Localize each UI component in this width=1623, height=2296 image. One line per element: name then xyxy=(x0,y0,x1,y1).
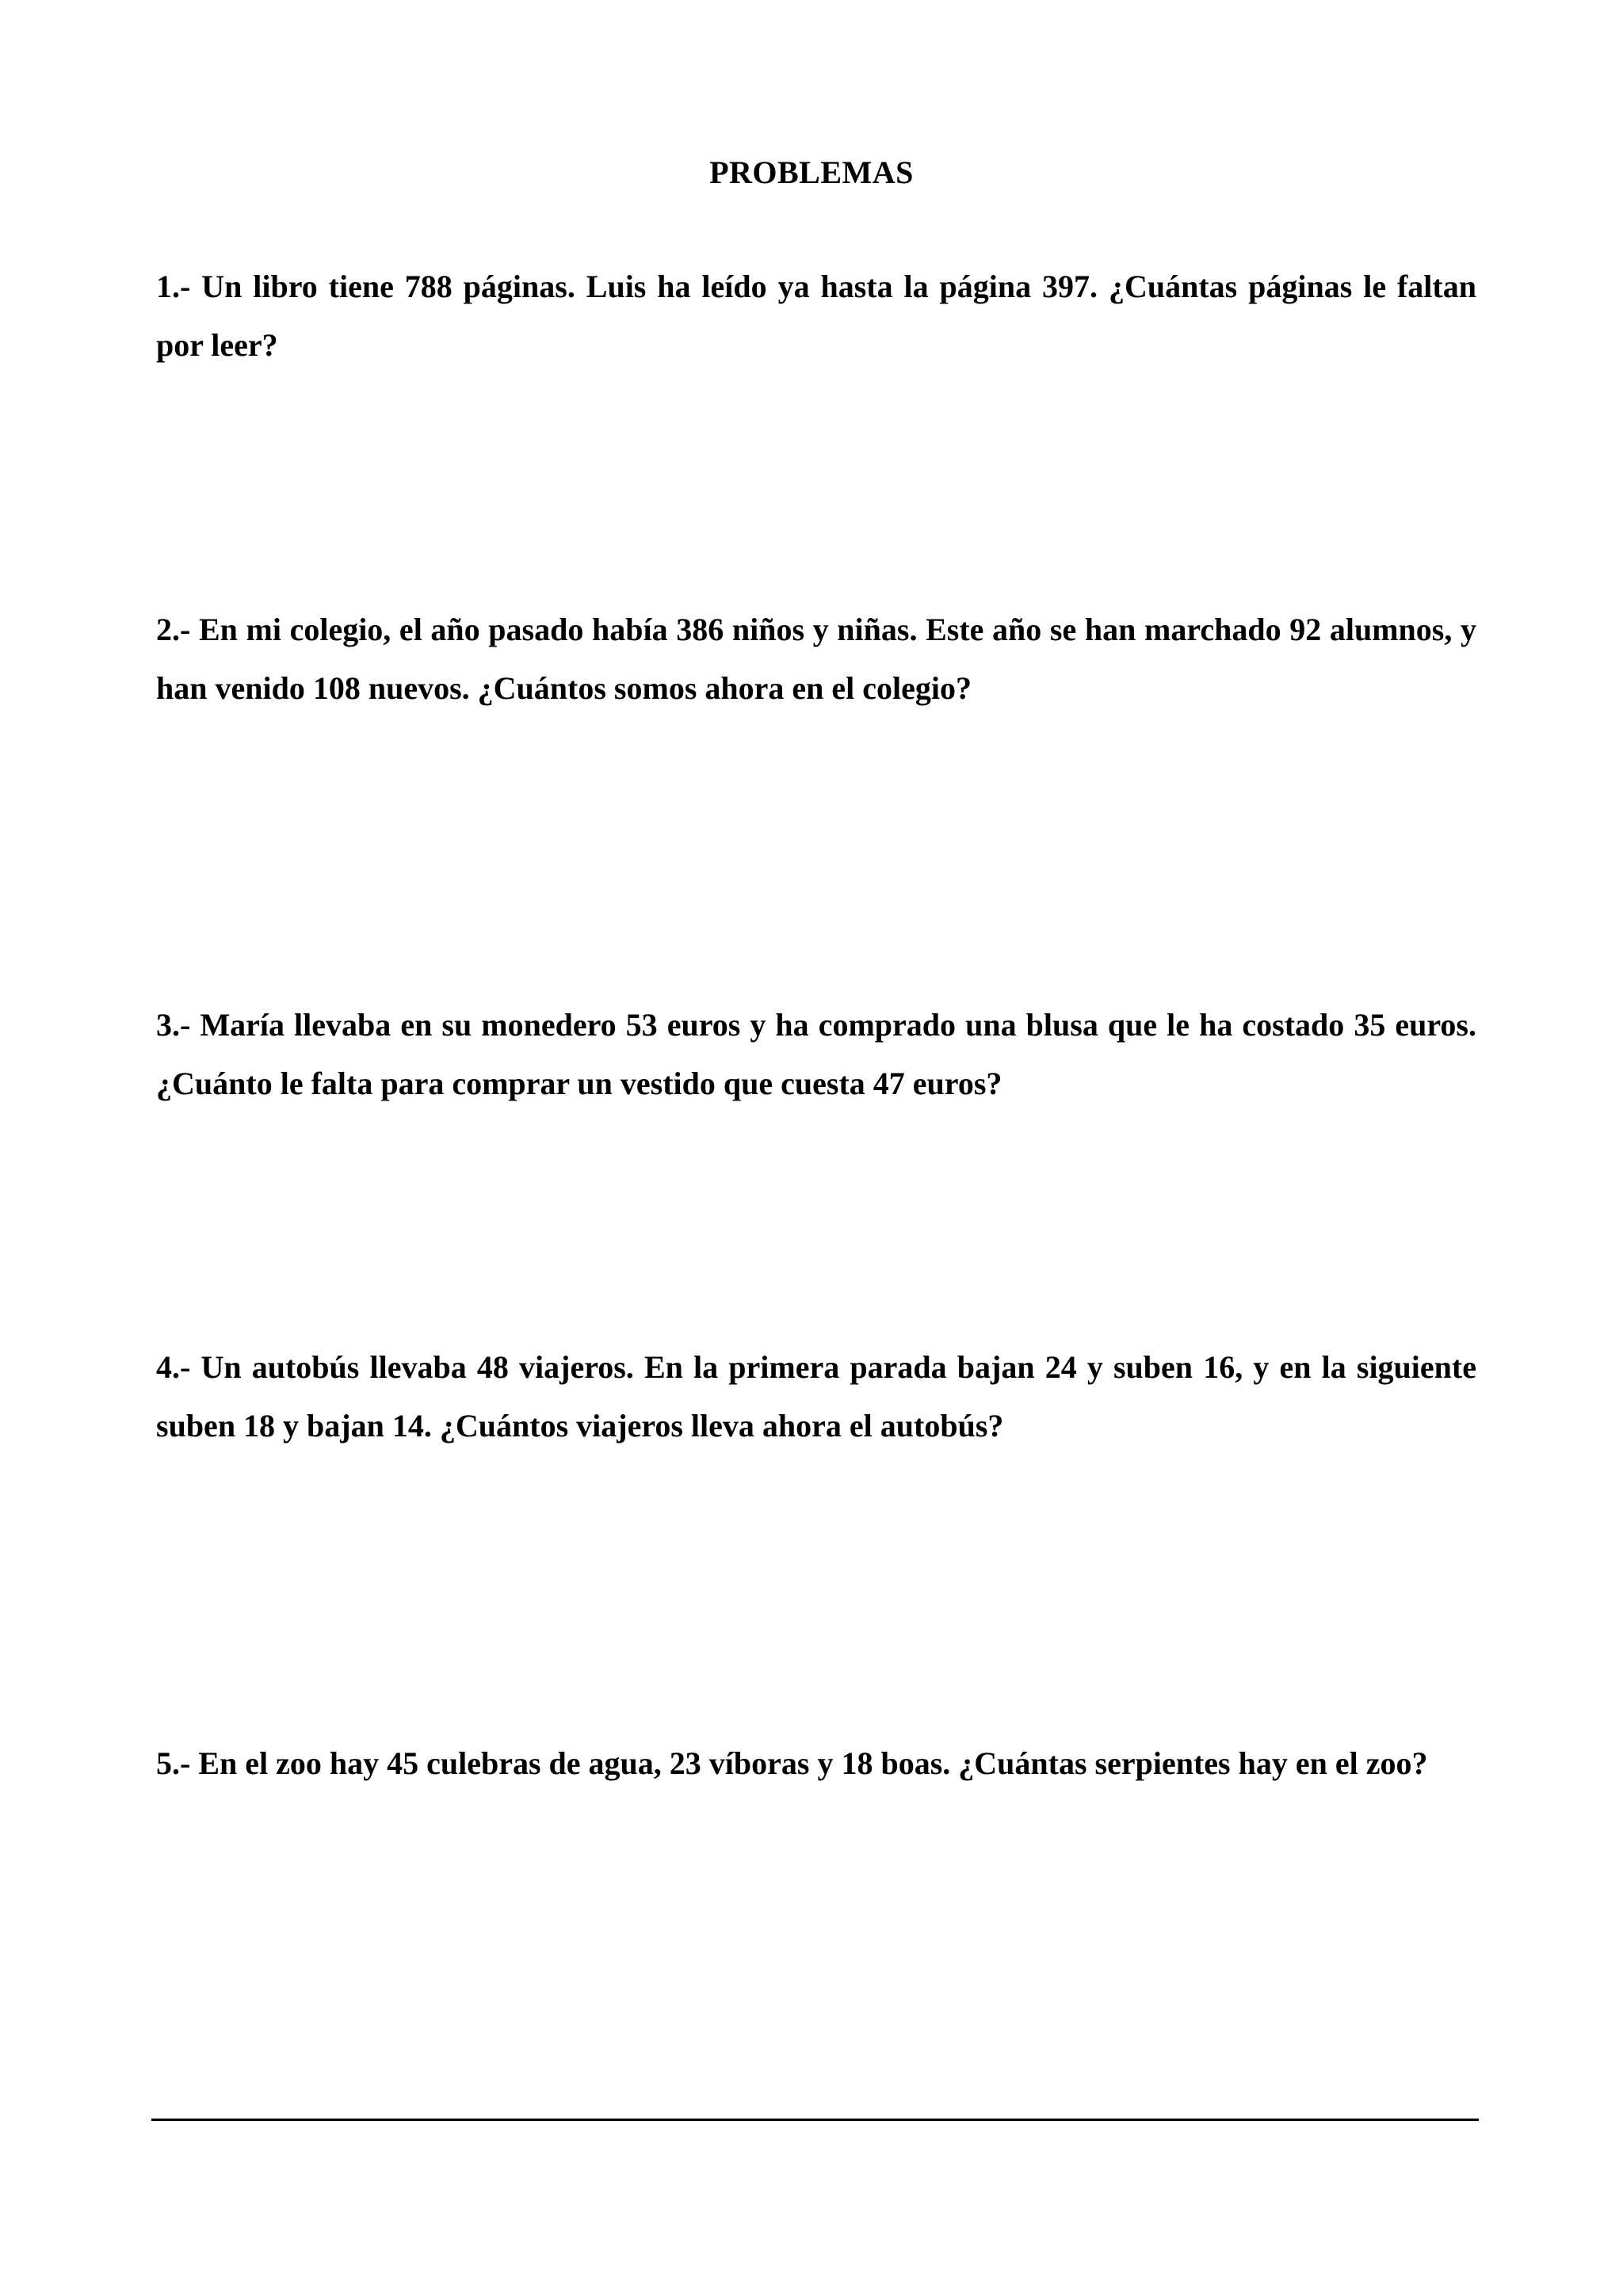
footer-divider xyxy=(151,2119,1479,2121)
problem-4: 4.- Un autobús llevaba 48 viajeros. En la primera parada bajan 24 y suben 16, y en la siguiente suben 18 y bajan 14. ¿Cuántos viajeros lleva ahora el autobús? xyxy=(156,1349,1476,1444)
page-title: PROBLEMAS xyxy=(709,154,914,190)
problem-3: 3.- María llevaba en su monedero 53 euros y ha comprado una blusa que le ha costado 35 euros. ¿Cuánto le falta para comprar un vestido que cuesta 47 euros? xyxy=(156,1007,1476,1101)
problem-1: 1.- Un libro tiene 788 páginas. Luis ha leído ya hasta la página 397. ¿Cuántas páginas le faltan por leer? xyxy=(156,269,1476,363)
problem-2: 2.- En mi colegio, el año pasado había 386 niños y niñas. Este año se han marchado 92 alumnos, y han venido 108 nuevos. ¿Cuántos somos ahora en el colegio? xyxy=(156,612,1476,706)
problem-5: 5.- En el zoo hay 45 culebras de agua, 23 víboras y 18 boas. ¿Cuántas serpientes hay en el zoo? xyxy=(156,1745,1428,1781)
